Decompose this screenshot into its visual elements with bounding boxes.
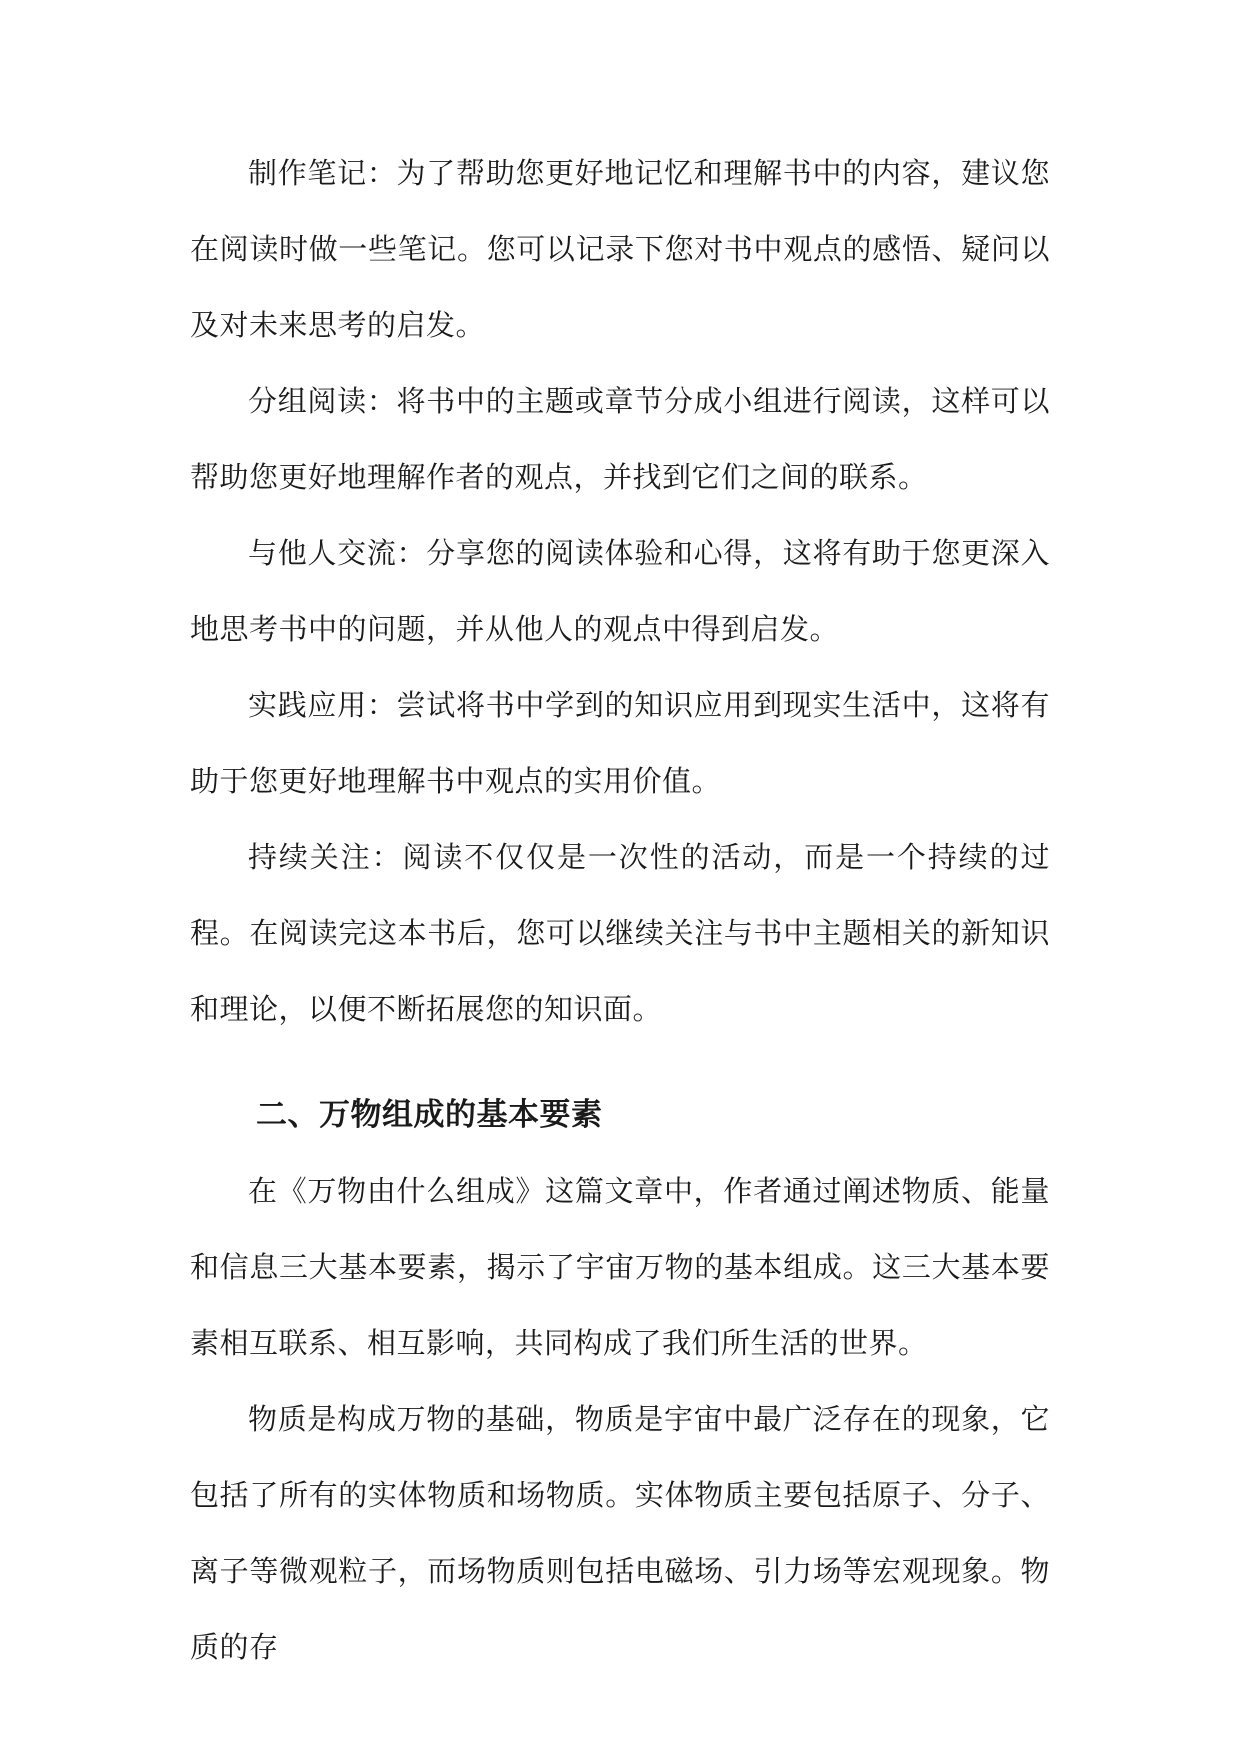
bottom-text-block (190, 1153, 1050, 1685)
paragraph-three-elements: 在《万物由什么组成》这篇文章中，作者通过阐述物质、能量和信息三大基本要素，揭示了宇宙万物的基本组成。这三大基本要素相互联系、相互影响，共同构成了我们所生活的世界。 (190, 1174, 1050, 1360)
paragraph-continuous-attention: 持续关注：阅读不仅仅是一次性的活动，而是一个持续的过程。在阅读完这本书后，您可以继续关注与书中主题相关的新知识和理论，以便不断拓展您的知识面。 (190, 840, 1050, 1026)
paragraph-practice: 实践应用：尝试将书中学到的知识应用到现实生活中，这将有助于您更好地理解书中观点的实用价值。 (190, 688, 1050, 798)
paragraph-exchange: 与他人交流：分享您的阅读体验和心得，这将有助于您更深入地思考书中的问题，并从他人的观点中得到启发。 (190, 536, 1050, 646)
paragraph-matter: 物质是构成万物的基础，物质是宇宙中最广泛存在的现象，它包括了所有的实体物质和场物质。实体物质主要包括原子、分子、离子等微观粒子，而场物质则包括电磁场、引力场等宏观现象。物质的存 (190, 1402, 1050, 1664)
top-text-block (190, 135, 1050, 1047)
section-heading: 二、万物组成的基本要素 (256, 1097, 603, 1133)
paragraph-group-reading: 分组阅读：将书中的主题或章节分成小组进行阅读，这样可以帮助您更好地理解作者的观点，并找到它们之间的联系。 (190, 384, 1050, 494)
paragraph-note-taking: 制作笔记：为了帮助您更好地记忆和理解书中的内容，建议您在阅读时做一些笔记。您可以记录下您对书中观点的感悟、疑问以及对未来思考的启发。 (190, 156, 1050, 342)
